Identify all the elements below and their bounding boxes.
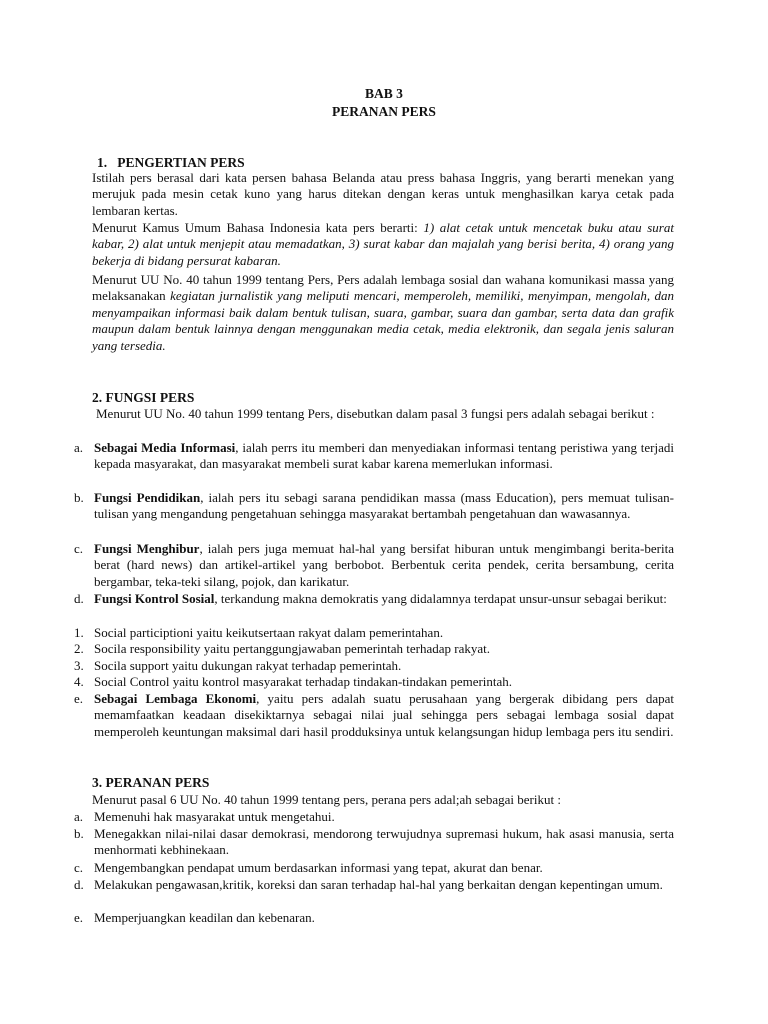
list-marker: c. — [74, 860, 84, 875]
section1-heading-text: PENGERTIAN PERS — [117, 155, 245, 170]
list-item-bold: Fungsi Pendidikan — [94, 490, 201, 505]
section2-intro: Menurut UU No. 40 tahun 1999 tentang Pers, disebutkan dalam pasal 3 fungsi pers adalah sebagai berikut : — [96, 406, 655, 421]
list-marker: 2. — [74, 641, 84, 656]
section1-paragraph-2 — [92, 220, 674, 269]
section2-heading: 2. FUNGSI PERS — [92, 390, 195, 405]
list-marker: a. — [74, 809, 84, 824]
list-marker: d. — [74, 877, 84, 892]
section3-heading: 3. PERANAN PERS — [92, 775, 210, 790]
list-text: Social Control yaitu kontrol masyarakat terhadap tindakan-tindakan pemerintah. — [94, 674, 513, 689]
list-item-bold: Fungsi Menghibur — [94, 541, 200, 556]
list-item-text: , ialah pers juga memuat hal-hal yang bersifat hiburan untuk mengimbangi berita-berita berat (hard news) dan artikel-artikel yang berbobot. Berbentuk cerita pendek, cerita bersambung, cerita bergambar, teka-teki silang, pojok, dan karikatur. — [94, 541, 674, 589]
list-item-text: , ialah pers itu sebagi sarana pendidikan massa (mass Education), pers memuat tulisan-tulisan yang mengandung pengetahuan sehingga masyarakat bertambah pengetahuan dan wawasannya. — [94, 490, 675, 522]
section1-paragraph-2-italic: 1) alat cetak untuk mencetak buku atau surat kabar, 2) alat untuk menjepit atau memadatkan, 3) surat kabar dan majalah yang berisi berita, 4) orang yang bekerja di bidang persurat kabaran. — [92, 220, 674, 268]
list-text: Socila support yaitu dukungan rakyat terhadap pemerintah. — [94, 658, 402, 673]
section1-paragraph-3-text: Menurut UU No. 40 tahun 1999 tentang Pers, Pers adalah lembaga sosial dan wahana komunikasi massa yang melaksanakan — [92, 272, 674, 304]
list-marker: e. — [74, 910, 84, 925]
list-marker: b. — [74, 490, 84, 505]
list-text — [94, 591, 674, 607]
list-text — [94, 691, 674, 740]
section1-heading — [97, 155, 245, 171]
list-item-text: , yaitu pers adalah suatu perusahaan yang bergerak dibidang pers dapat memamfaatkan keadaan disekiktarnya sebagai nilai jual sehingga pers sebagai lembaga sosial dapat memperoleh keuntungan maksimal dari hasil prodduksinya untuk kelangsungan hidup lembaga pers itu sendiri. — [94, 691, 674, 739]
section1-paragraph-1: Istilah pers berasal dari kata persen bahasa Belanda atau press bahasa Inggris, yang berarti menekan yang merujuk pada mesin cetak kuno yang harus ditekan dengan keras untuk menghasilkan karya cetak pada lembaran kertas. — [92, 170, 674, 218]
section1-paragraph-2-text: Menurut Kamus Umum Bahasa Indonesia kata pers berarti: — [92, 220, 424, 235]
section1-heading-number: 1. — [97, 155, 108, 170]
list-marker: c. — [74, 541, 84, 556]
list-marker: d. — [74, 591, 84, 606]
list-text: Mengembangkan pendapat umum berdasarkan informasi yang tepat, akurat dan benar. — [94, 860, 543, 875]
list-text — [94, 440, 674, 473]
chapter-number: BAB 3 — [365, 86, 403, 101]
list-item-text: , ialah perrs itu memberi dan menyediakan informasi tentang peristiwa yang terjadi kepada masyarakat, dan masyarakat membeli surat kabar karena memerlukan informasi. — [94, 440, 674, 472]
list-marker: e. — [74, 691, 84, 706]
section1-paragraph-3 — [92, 272, 674, 354]
list-text: Socila responsibility yaitu pertanggungjawaban pemerintah terhadap rakyat. — [94, 641, 491, 656]
list-text — [94, 541, 674, 590]
list-text: Memperjuangkan keadilan dan kebenaran. — [94, 910, 315, 925]
list-text: Social participtioni yaitu keikutsertaan rakyat dalam pemerintahan. — [94, 625, 444, 640]
list-item-bold: Sebagai Media Informasi — [94, 440, 236, 455]
list-marker: 3. — [74, 658, 84, 673]
list-marker: a. — [74, 440, 84, 455]
list-marker: b. — [74, 826, 84, 841]
list-text: Menegakkan nilai-nilai dasar demokrasi, mendorong terwujudnya supremasi hukum, hak asasi manusia, serta menhormati kebhinekaan. — [94, 826, 674, 858]
list-text: Melakukan pengawasan,kritik, koreksi dan saran terhadap hal-hal yang berkaitan dengan kepentingan umum. — [94, 877, 663, 892]
list-item-bold: Sebagai Lembaga Ekonomi — [94, 691, 257, 706]
list-marker: 1. — [74, 625, 84, 640]
section1-paragraph-3-italic: kegiatan jurnalistik yang meliputi mencari, memperoleh, memiliki, menyimpan, mengolah, dan menyampaikan informasi baik dalam bentuk tulisan, suara, gambar, suara dan gambar, serta data dan grafik maupun dalam bentuk lainnya dengan menggunakan media cetak, media elektronik, dan segala jenis saluran yang tersedia. — [92, 288, 674, 353]
section3-intro: Menurut pasal 6 UU No. 40 tahun 1999 tentang pers, perana pers adal;ah sebagai berikut : — [92, 792, 561, 807]
list-text: Memenuhi hak masyarakat untuk mengetahui. — [94, 809, 335, 824]
chapter-title: PERANAN PERS — [332, 104, 436, 119]
list-marker: 4. — [74, 674, 84, 689]
list-item-bold: Fungsi Kontrol Sosial — [94, 591, 215, 606]
list-text — [94, 490, 674, 523]
list-item-text: , terkandung makna demokratis yang didalamnya terdapat unsur-unsur sebagai berikut: — [214, 591, 667, 606]
